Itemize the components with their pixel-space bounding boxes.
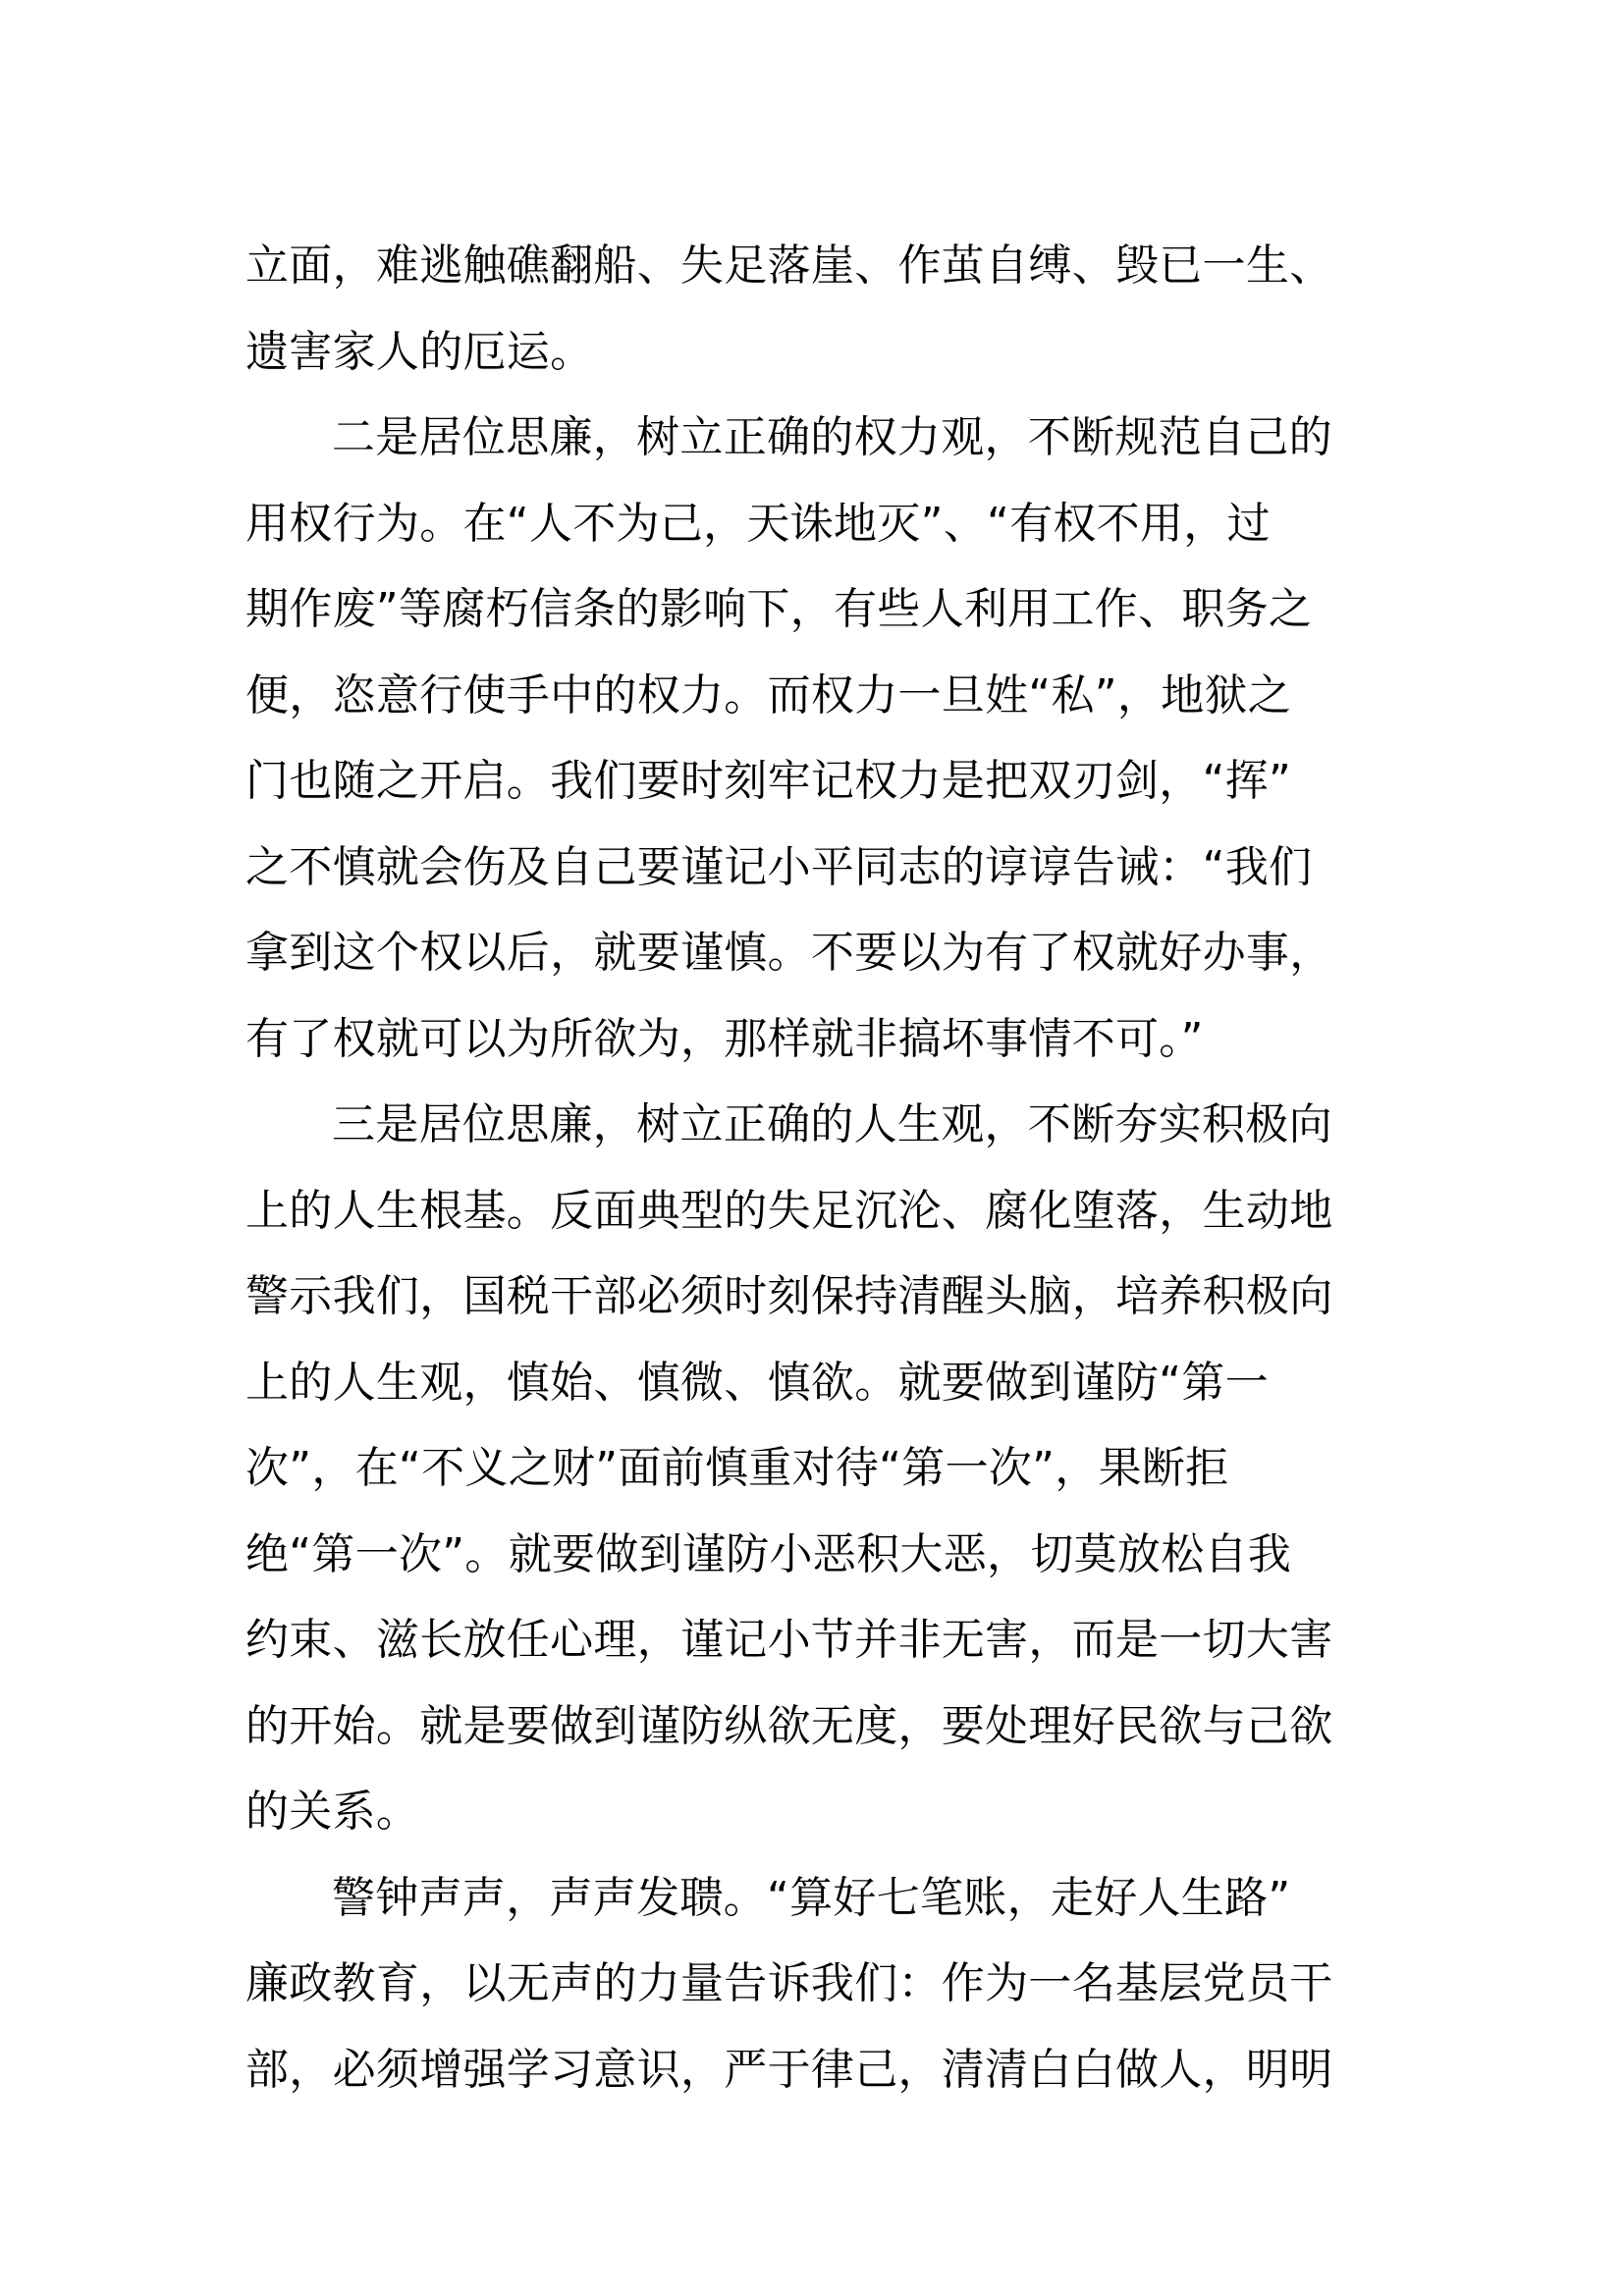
text-line: 的关系。	[245, 1787, 420, 1837]
text-line: 上的人生根基。反面典型的失足沉沦、腐化堕落，生动地	[245, 1185, 1333, 1236]
text-line: 期作废”等腐朽信条的影响下，有些人利用工作、职务之	[245, 584, 1313, 634]
text-line: 便，恣意行使手中的权力。而权力一旦姓“私”，地狱之	[245, 669, 1292, 721]
text-line: 廉政教育，以无声的力量告诉我们：作为一名基层党员干	[245, 1958, 1333, 2008]
text-line: 绝“第一次”。就要做到谨防小恶积大恶，切莫放松自我	[245, 1528, 1292, 1579]
paragraph-start-line: 二是居位思廉，树立正确的权力观，不断规范自己的	[332, 412, 1332, 462]
document-page	[245, 232, 1388, 2121]
text-line: 之不慎就会伤及自己要谨记小平同志的谆谆告诫：“我们	[245, 841, 1313, 892]
text-line: 用权行为。在“人不为己，天诛地灭”、“有权不用，过	[245, 498, 1271, 549]
text-line: 立面，难逃触礁翻船、失足落崖、作茧自缚、毁已一生、	[245, 240, 1333, 291]
paragraph-start-line: 三是居位思廉，树立正确的人生观，不断夯实积极向	[332, 1099, 1332, 1149]
text-line: 警示我们，国税干部必须时刻保持清醒头脑，培养积极向	[245, 1271, 1333, 1321]
text-line: 次”，在“不义之财”面前慎重对待“第一次”，果断拒	[245, 1443, 1229, 1493]
text-line: 的开始。就是要做到谨防纵欲无度，要处理好民欲与己欲	[245, 1700, 1333, 1751]
text-line: 遗害家人的厄运。	[245, 326, 594, 377]
text-line: 有了权就可以为所欲为，那样就非搞坏事情不可。”	[245, 1013, 1204, 1064]
text-line: 约束、滋长放任心理，谨记小节并非无害，而是一切大害	[245, 1615, 1333, 1665]
text-line: 门也随之开启。我们要时刻牢记权力是把双刃剑，“挥”	[245, 756, 1292, 806]
text-line: 拿到这个权以后，就要谨慎。不要以为有了权就好办事，	[245, 928, 1333, 978]
text-line: 部，必须增强学习意识，严于律己，清清白白做人，明明	[245, 2044, 1333, 2095]
paragraph-start-line: 警钟声声，声声发聩。“算好七笔账，走好人生路”	[332, 1872, 1291, 1923]
text-line: 上的人生观，慎始、慎微、慎欲。就要做到谨防“第一	[245, 1357, 1269, 1408]
